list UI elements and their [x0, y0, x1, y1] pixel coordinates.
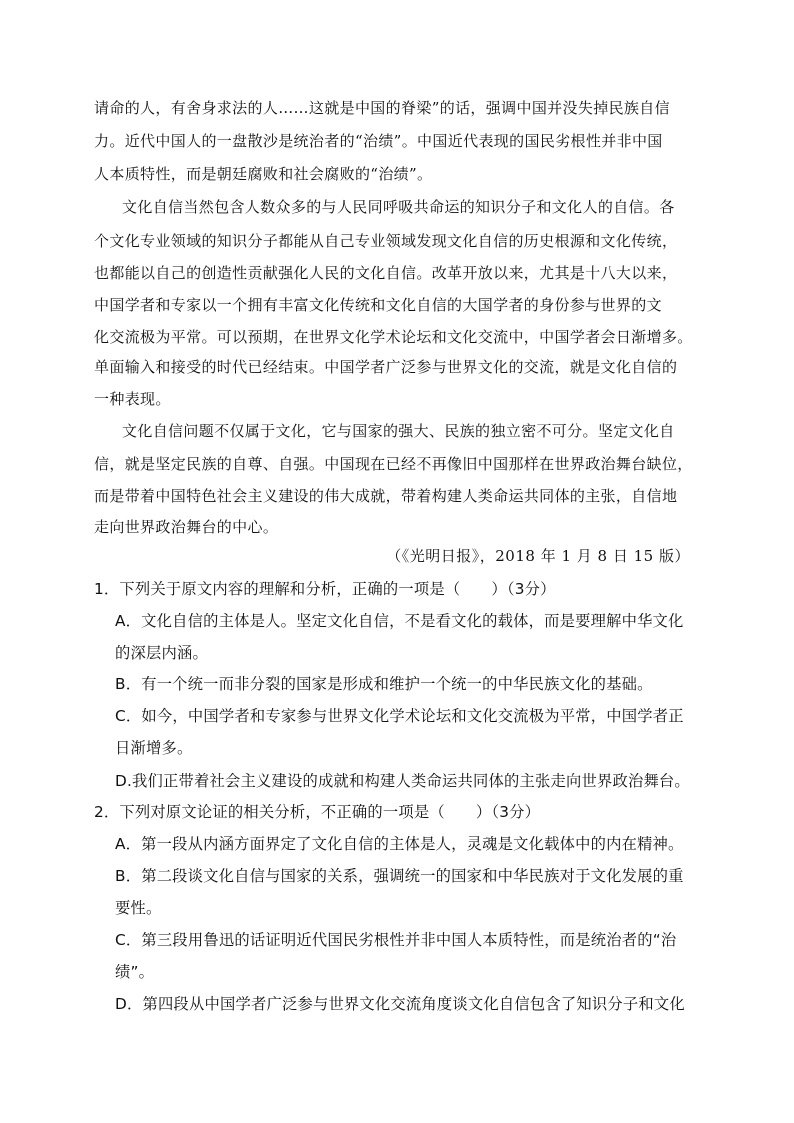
passage-line: 力。近代中国人的一盘散沙是统治者的“治绩”。中国近代表现的国民劣根性并非中国	[94, 132, 663, 150]
option-b: B．有一个统一而非分裂的国家是形成和维护一个统一的中华民族文化的基础。	[115, 675, 653, 693]
passage-line: 人本质特性，而是朝廷腐败和社会腐败的“治绩”。	[94, 165, 433, 183]
passage-line: 化交流极为平常。可以预期，在世界文化学术论坛和文化交流中，中国学者会日渐增多。	[94, 328, 693, 346]
passage-line: 文化自信当然包含人数众多的与人民同呼吸共命运的知识分子和文化人的自信。各	[122, 198, 675, 216]
passage-line: 单面输入和接受的时代已经结束。中国学者广泛参与世界文化的交流，就是文化自信的	[94, 358, 678, 376]
passage-line: 信，就是坚定民族的自尊、自强。中国现在已经不再像旧中国那样在世界政治舞台缺位，	[94, 455, 693, 473]
option-a: A．文化自信的主体是人。坚定文化自信，不是看文化的载体，而是要理解中华文化	[115, 612, 684, 630]
passage-line: 个文化专业领域的知识分子都能从自己专业领域发现文化自信的历史根源和文化传统，	[94, 232, 678, 250]
option-c-continuation: 日渐增多。	[115, 739, 193, 757]
question-stem: 2．下列对原文论证的相关分析，不正确的一项是（ ）（3分）	[94, 803, 541, 821]
passage-line: 而是带着中国特色社会主义建设的伟大成就，带着构建人类命运共同体的主张，自信地	[94, 487, 678, 505]
option-c-continuation: 绩”。	[115, 963, 155, 981]
option-a-continuation: 的深层内涵。	[115, 644, 208, 662]
option-c: C．第三段用鲁迅的话证明近代国民劣根性并非中国人本质特性，而是统治者的“治	[115, 931, 677, 949]
option-a: A．第一段从内涵方面界定了文化自信的主体是人，灵魂是文化载体中的内在精神。	[115, 835, 684, 853]
option-b: B．第二段谈文化自信与国家的关系，强调统一的国家和中华民族对于文化发展的重	[115, 867, 684, 885]
option-d: D．第四段从中国学者广泛参与世界文化交流角度谈文化自信包含了知识分子和文化	[115, 995, 685, 1013]
question-stem: 1．下列关于原文内容的理解和分析，正确的一项是（ ）（3分）	[94, 580, 556, 598]
source-citation: （《光明日报》，2018 年 1 月 8 日 15 版）	[386, 547, 690, 565]
passage-line: 走向世界政治舞台的中心。	[94, 518, 279, 536]
option-b-continuation: 要性。	[115, 899, 162, 917]
passage-line: 也都能以自己的创造性贡献强化人民的文化自信。改革开放以来，尤其是十八大以来，	[94, 264, 678, 282]
passage-line: 一种表现。	[94, 390, 171, 408]
passage-line: 请命的人，有舍身求法的人……这就是中国的脊梁”的话，强调中国并没失掉民族自信	[94, 99, 670, 117]
passage-line: 文化自信问题不仅属于文化，它与国家的强大、民族的独立密不可分。坚定文化自	[122, 422, 675, 440]
option-d: D.我们正带着社会主义建设的成就和构建人类命运共同体的主张走向世界政治舞台。	[115, 772, 690, 790]
option-c: C．如今，中国学者和专家参与世界文化学术论坛和文化交流极为平常，中国学者正	[115, 707, 684, 725]
passage-line: 中国学者和专家以一个拥有丰富文化传统和文化自信的大国学者的身份参与世界的文	[94, 296, 662, 314]
